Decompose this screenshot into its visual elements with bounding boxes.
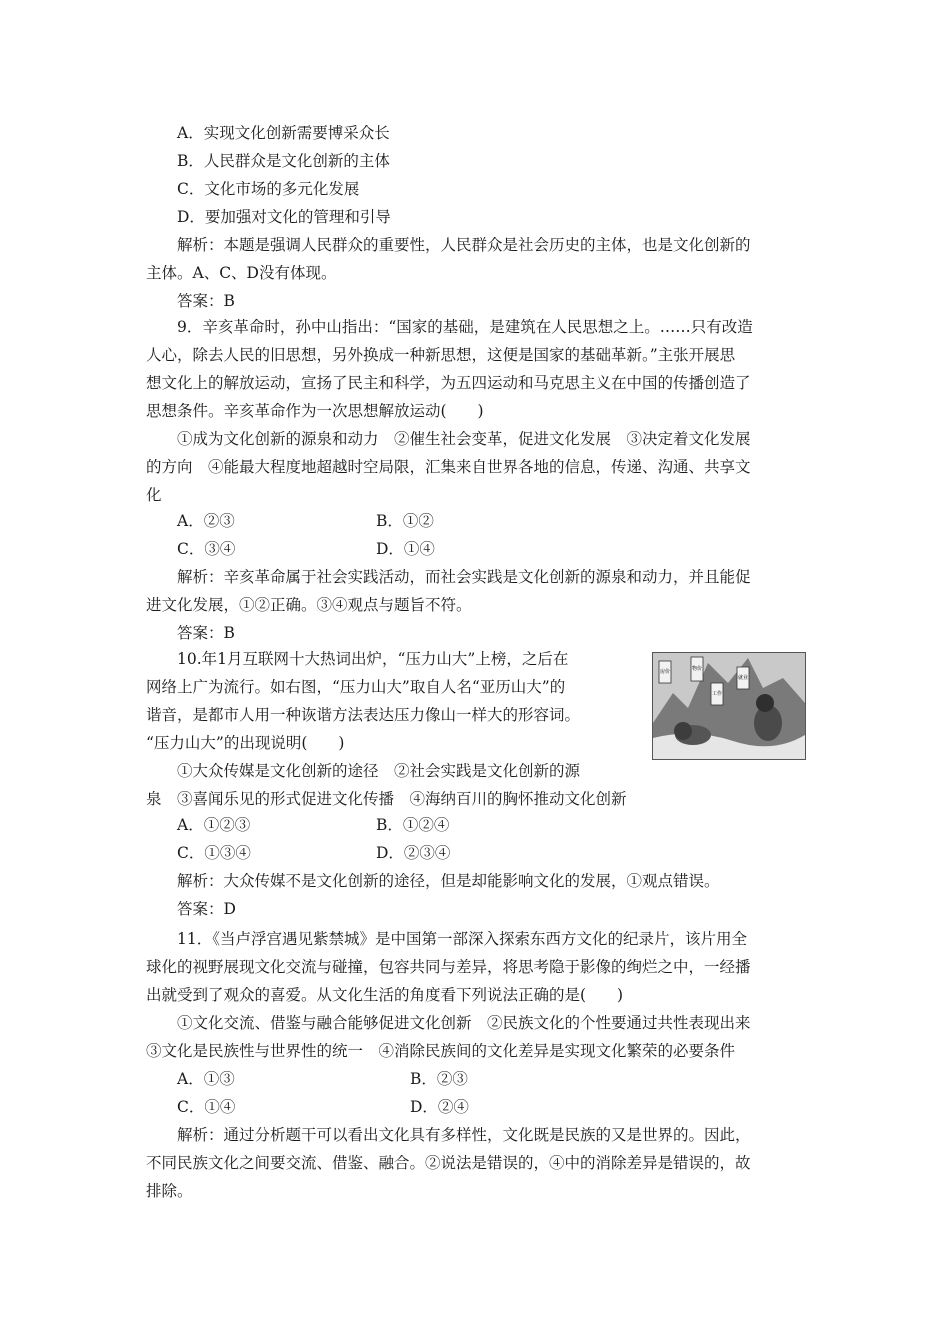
- q11-stem-line: 球化的视野展现文化交流与碰撞，包容共同与差异，将思考隐于影像的绚烂之中，一经播: [146, 958, 751, 976]
- q10-option-b: B．①②④: [376, 816, 450, 834]
- q11-option-a: A．①③: [177, 1070, 235, 1088]
- q9-stem-line: 思想条件。辛亥革命作为一次思想解放运动( ): [146, 402, 484, 420]
- q10-option-d: D．②③④: [376, 844, 451, 862]
- q11-stem-line: 出就受到了观众的喜爱。从文化生活的角度看下列说法正确的是( ): [146, 986, 624, 1004]
- q9-stem-line: 想文化上的解放运动，宣扬了民主和科学，为五四运动和马克思主义在中国的传播创造了: [146, 374, 751, 392]
- q10-analysis: 解析：大众传媒不是文化创新的途径，但是却能影响文化的发展，①观点错误。: [177, 872, 720, 890]
- q10-option-c: C．①③④: [177, 844, 251, 862]
- q11-option-b: B．②③: [410, 1070, 468, 1088]
- cartoon-label: 工作: [711, 691, 723, 697]
- q9-option-a: A．②③: [177, 512, 235, 530]
- q11-item-line: ③文化是民族性与世界性的统一 ④消除民族间的文化差异是实现文化繁荣的必要条件: [146, 1042, 736, 1060]
- q8-option-a: A．实现文化创新需要博采众长: [177, 124, 390, 142]
- q8-option-b: B．人民群众是文化创新的主体: [177, 152, 390, 170]
- cartoon-label: 就业: [737, 675, 749, 681]
- cartoon-label: 房价: [659, 669, 671, 675]
- q9-option-d: D．①④: [376, 540, 435, 558]
- q9-answer: 答案：B: [177, 624, 235, 642]
- q10-item-line: 泉 ③喜闻乐见的形式促进文化传播 ④海纳百川的胸怀推动文化创新: [146, 790, 627, 808]
- q8-analysis-line: 主体。A、C、D没有体现。: [146, 264, 337, 282]
- q8-answer: 答案：B: [177, 292, 235, 310]
- q11-item-line: ①文化交流、借鉴与融合能够促进文化创新 ②民族文化的个性要通过共性表现出来: [177, 1014, 751, 1032]
- q10-answer: 答案：D: [177, 900, 236, 918]
- q11-analysis-line: 解析：通过分析题干可以看出文化具有多样性，文化既是民族的又是世界的。因此，: [177, 1126, 751, 1144]
- cartoon-illustration: [652, 652, 806, 760]
- q11-option-c: C．①④: [177, 1098, 236, 1116]
- q10-stem-line: 谐音，是都市人用一种诙谐方法表达压力像山一样大的形容词。: [146, 706, 581, 724]
- q10-item-line: ①大众传媒是文化创新的途径 ②社会实践是文化创新的源: [177, 762, 581, 780]
- q11-analysis-line: 排除。: [146, 1182, 193, 1200]
- q8-option-c: C．文化市场的多元化发展: [177, 180, 360, 198]
- q9-stem-line: 人心，除去人民的旧思想，另外换成一种新思想，这便是国家的基础革新。”主张开展思: [146, 346, 736, 364]
- q11-analysis-line: 不同民族文化之间要交流、借鉴、融合。②说法是错误的，④中的消除差异是错误的，故: [146, 1154, 751, 1172]
- q9-analysis-line: 进文化发展，①②正确。③④观点与题旨不符。: [146, 596, 472, 614]
- q8-option-d: D．要加强对文化的管理和引导: [177, 208, 391, 226]
- q9-item-line: 的方向 ④能最大程度地超越时空局限，汇集来自世界各地的信息，传递、沟通、共享文: [146, 458, 751, 476]
- q10-option-a: A．①②③: [177, 816, 251, 834]
- q8-analysis-line: 解析：本题是强调人民群众的重要性，人民群众是社会历史的主体，也是文化创新的: [177, 236, 751, 254]
- q9-stem-line: 9．辛亥革命时，孙中山指出：“国家的基础，是建筑在人民思想之上。……只有改造: [177, 318, 753, 336]
- q11-stem-line: 11．《当卢浮宫遇见紫禁城》是中国第一部深入探索东西方文化的纪录片，该片用全: [177, 930, 747, 948]
- q10-stem-line: 10.年1月互联网十大热词出炉，“压力山大”上榜，之后在: [177, 650, 569, 668]
- q9-item-line: 化: [146, 486, 162, 504]
- q9-analysis-line: 解析：辛亥革命属于社会实践活动，而社会实践是文化创新的源泉和动力，并且能促: [177, 568, 751, 586]
- q10-stem-line: 网络上广为流行。如右图，“压力山大”取自人名“亚历山大”的: [146, 678, 566, 696]
- q9-item-line: ①成为文化创新的源泉和动力 ②催生社会变革，促进文化发展 ③决定着文化发展: [177, 430, 751, 448]
- q9-option-b: B．①②: [376, 512, 434, 530]
- q11-option-d: D．②④: [410, 1098, 469, 1116]
- cartoon-drawing: [653, 653, 805, 759]
- q10-stem-line: “压力山大”的出现说明( ): [146, 734, 345, 752]
- q9-option-c: C．③④: [177, 540, 236, 558]
- cartoon-label: 物价: [691, 666, 703, 672]
